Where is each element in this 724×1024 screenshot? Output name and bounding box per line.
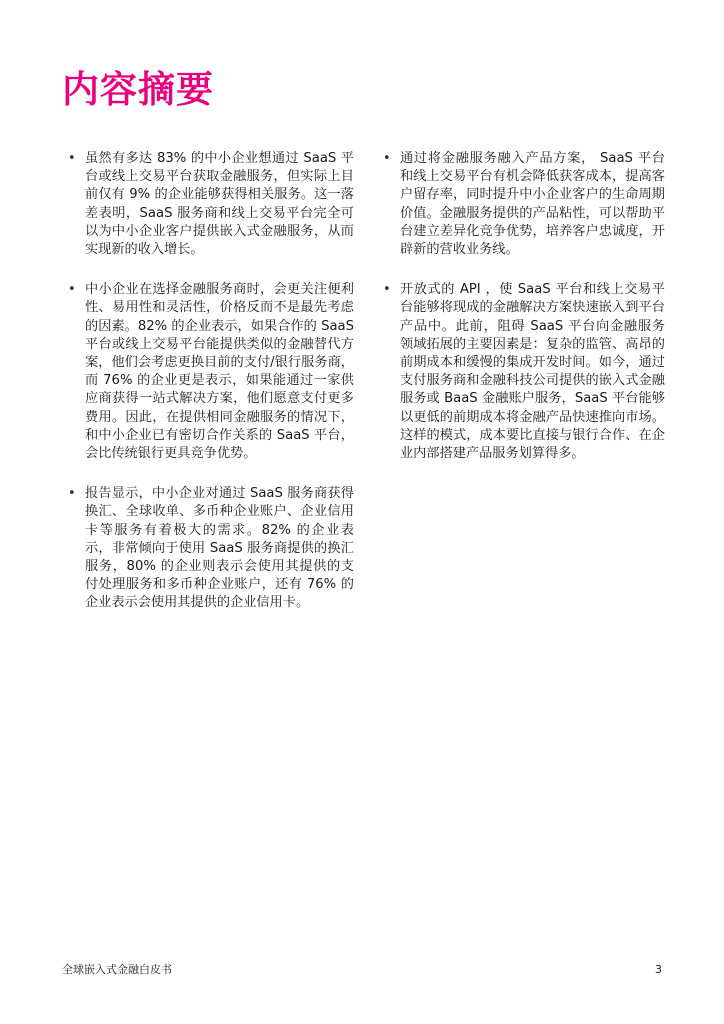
bullet-icon: • [383, 151, 391, 166]
footer-document-title: 全球嵌入式金融白皮书 [62, 963, 172, 976]
summary-bullet-text: 中小企业在选择金融服务商时，会更关注便利性、易用性和灵活性，价格反而不是最先考虑的因素。82% 的企业表示，如果合作的 SaaS 平台或线上交易平台能提供类似的金融替代方案，他们会考虑更换目前的支付/银行服务商，而 76% 的企业更是表示，如果能通过一家供应商获得一站式解决方案，他们愿意支付更多费用。因此，在提供相同金融服务的情况下，和中小企业已有密切合作关系的 SaaS 平台，会比传统银行更具竞争优势。 [85, 282, 354, 462]
bullet-icon: • [68, 282, 76, 298]
summary-bullet [68, 281, 354, 463]
page-title: 内容摘要 [62, 68, 214, 111]
summary-bullet-text: 通过将金融服务融入产品方案， SaaS 平台和线上交易平台有机会降低获客成本，提高客户留存率，同时提升中小企业客户的生命周期价值。金融服务提供的产品粘性，可以帮助平台建立差异化竞争优势，培养客户忠诚度，开辟新的营收业务线。 [400, 151, 665, 258]
summary-bullet-text: 虽然有多达 83% 的中小企业想通过 SaaS 平台或线上交易平台获取金融服务，但实际上目前仅有 9% 的企业能够获得相关服务。这一落差表明，SaaS 服务商和线上交易平台完全可以为中小企业客户提供嵌入式金融服务，从而实现新的收入增长。 [85, 151, 354, 258]
bullet-icon: • [383, 282, 391, 298]
summary-bullet [383, 150, 665, 259]
bullet-icon: • [68, 486, 76, 502]
page-number: 3 [655, 963, 662, 976]
summary-bullet [383, 281, 665, 463]
summary-bullet [68, 150, 354, 259]
bullet-icon: • [68, 151, 76, 166]
summary-bullet-text: 开放式的 API ，使 SaaS 平台和线上交易平台能够将现成的金融解决方案快速嵌入到平台产品中。此前，阻碍 SaaS 平台向金融服务领域拓展的主要因素是：复杂的监管、高昂的前期成本和缓慢的集成开发时间。如今，通过支付服务商和金融科技公司提供的嵌入式金融服务或 BaaS 金融账户服务，SaaS 平台能够以更低的前期成本将金融产品快速推向市场。这样的模式，成本要比直接与银行合作、在企业内部搭建产品服务划算得多。 [400, 282, 665, 462]
summary-bullet [68, 485, 354, 612]
summary-bullet-text: 报告显示，中小企业对通过 SaaS 服务商获得换汇、全球收单、多币种企业账户、企业信用卡等服务有着极大的需求。82% 的企业表示，非常倾向于使用 SaaS 服务商提供的换汇服务，80% 的企业则表示会使用其提供的支付处理服务和多币种企业账户，还有 76% 的企业表示会使用其提供的企业信用卡。 [85, 486, 354, 611]
summary-column-right [383, 150, 665, 485]
summary-column-left [68, 150, 354, 635]
